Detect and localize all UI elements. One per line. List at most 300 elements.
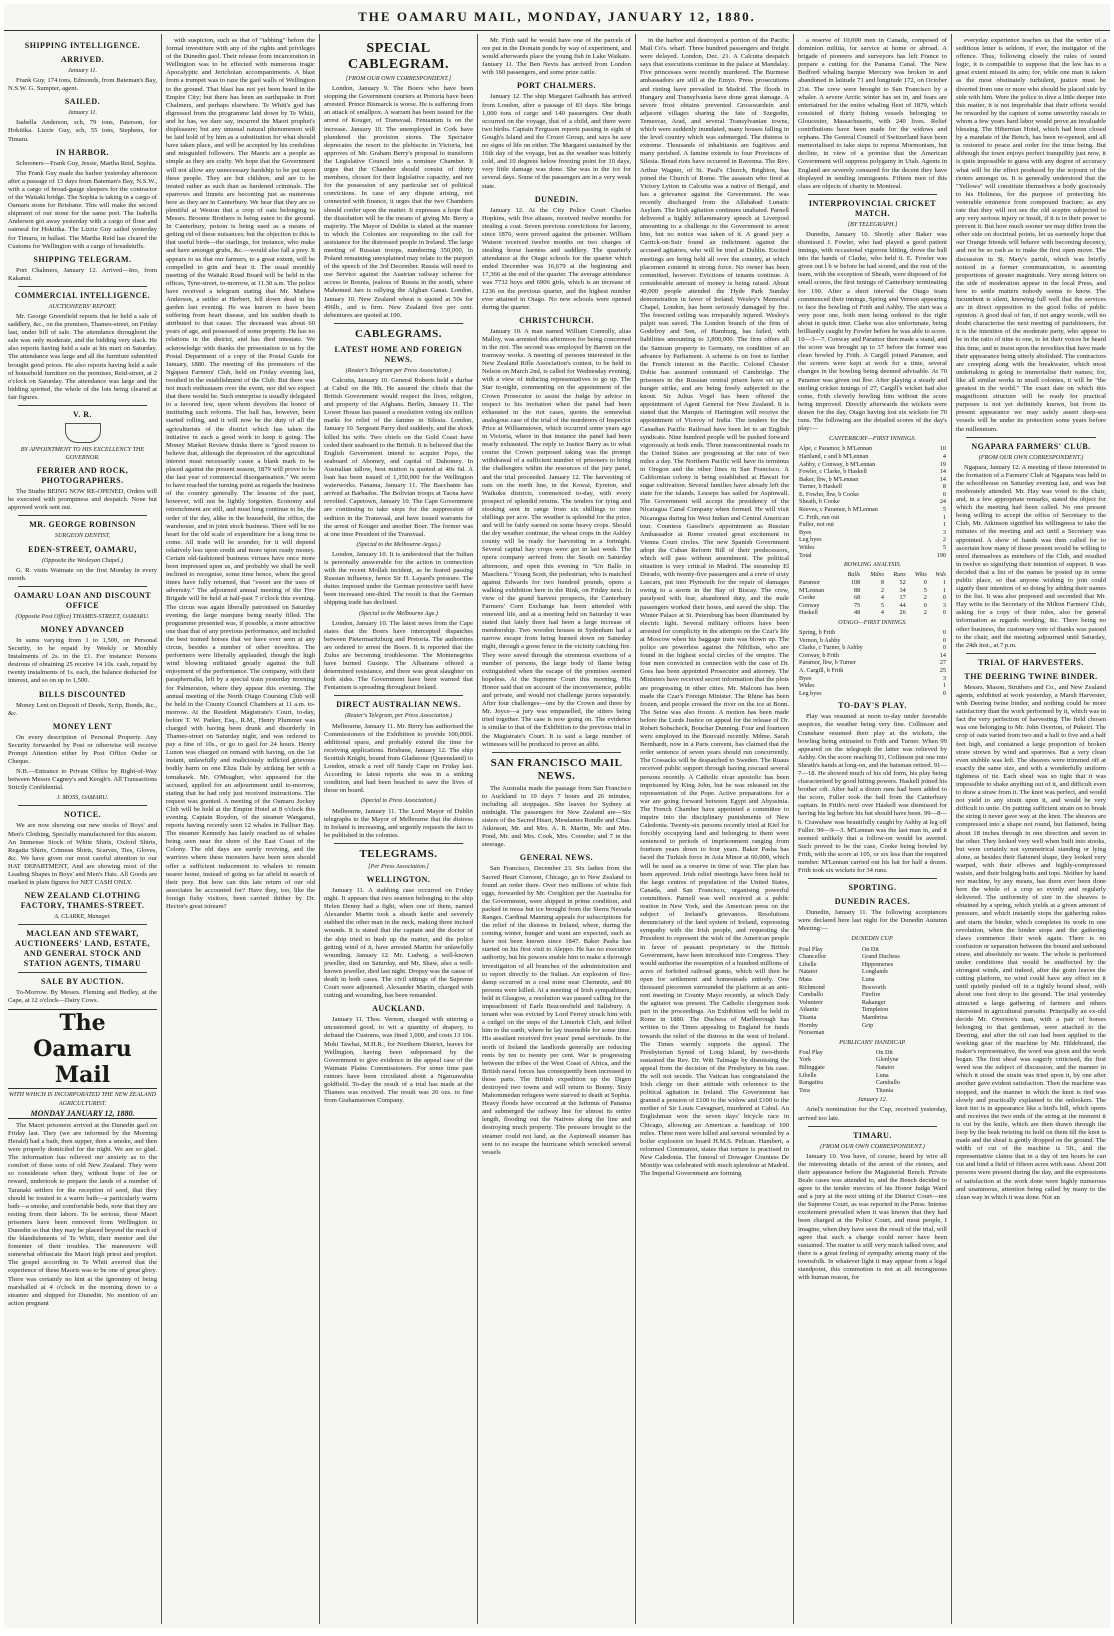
bowling-row-cell: 1 (942, 586, 946, 594)
cup-entry-row-horse: Chancellor (799, 953, 827, 961)
otago-batting-row-cell: Conway, b Frith (799, 651, 839, 659)
age-text: London, January 10. The latest news from the Cape states that the Boers have intercepted dispatches between Pietermaritzburg and Pretoria. The authorities are ordered to arrest the Boers. It is reported that the Zulus are becoming troublesome. The Montenegrins have burned Gusinje. The Albanians offered a determined resistance, and there was great slaughter on both sides. The Government have been warned that Fenianism is spreading throughout Ireland. (324, 619, 473, 692)
commercial-text: Mr. George Greenfield reports that he held a sale of saddlery, &c., on the premises, Thames-street, on Friday last, under bill of sale. The attendance throughout the sale was only moderate, and the bidding very slack. He also reports having held a sale at his mart on Saturday. The attendance was large and all the furniture submitted brought good prices. He also reports having held a sale of household furniture on the premises, Reid-street, at 2 o'clock on Saturday. The attendance was large and the bidding spirited, the whole of the lots being cleared at fair figures. (8, 312, 157, 401)
column-1 (4, 34, 162, 1624)
otago-scorecard (798, 629, 947, 697)
bowling-row-cell: 88 (854, 586, 861, 594)
canterbury-batting-row-cell: Alpe, c Paramor, b M'Lennan (799, 445, 873, 453)
dunedin-races-text: Dunedin, January 11. The following acceptances were declared here last night for the Dunedin Autumn Meeting:— (798, 909, 947, 933)
dentist-name: MR. GEORGE ROBINSON (29, 520, 136, 530)
canterbury-batting-row-cell: 190 (936, 551, 946, 559)
bowling-row (798, 594, 947, 602)
otago-batting-row (798, 659, 947, 667)
canterbury-batting-row-cell: Byes (799, 528, 812, 536)
cup-entry-row-horse: Hornby (799, 1021, 818, 1029)
otago-batting-row-cell: 1 (942, 682, 946, 690)
royal-coat-of-arms-icon (65, 423, 101, 443)
canterbury-batting-row (798, 552, 947, 560)
otago-batting-row-cell: Byes (799, 674, 812, 682)
royal-letters: V. R. (72, 410, 93, 419)
bowling-row-cell: Conway (799, 601, 820, 609)
bowling-row-cell: 68 (854, 594, 861, 602)
san-francisco-mail-text: The Australia made the passage from San Francisco to Auckland in 19 days 7 hours and 26 minutes, including all stoppages. She leaves for Sydney at midnight. The passengers for New Zealand are—Six sisters of the Sacred Heart, Mesdames Rendle and Chas. Atkinson, Mr. and Mrs. A. B. Martin, Mr. and Mrs. Pond, Mr. and Mrs. Cook, Mrs. Coombe; and 7 in the steerage. (482, 784, 631, 849)
photographers-heading: FERRIER AND ROCK, PHOTOGRAPHERS. (36, 466, 129, 486)
canterbury-batting-row-cell: 24 (939, 498, 946, 506)
cup-entry-row-horse: Templeton (861, 1006, 889, 1014)
handicap-entry-row-horse: Camballo (875, 1079, 900, 1087)
port-chalmers-text: January 12. The ship Margaret Galbraith has arrived from London, after a passage of 83 days. She brings 1,000 tons of cargo and 140 passengers. One death occurred on the voyage, that of a child, and there were two births. Captain Ferguson reports passing in sight of Gough's Island and the Crozet Group, and says he saw no signs of life on either. The Margaret sustained by the 16th day of the voyage, but as the weather was bitterly cold, and 10 degrees below freezing point for 10 days, very little damage was done. She was in the ice for several days. Some of the passengers are in a very weak state. (482, 93, 631, 190)
trial-of-harvesters-heading: TRIAL OF HARVESTERS. (978, 657, 1084, 667)
sale-text: To-Morrow. By Messrs. Fleming and Hedley, at the Cape, at 12 o'clock—Dairy Cows. (8, 989, 157, 1005)
cup-entry-row-horse: Longlands (861, 968, 888, 976)
sailed-heading: SAILED. (64, 97, 101, 107)
dentist-visit: G. R. visits Waimate on the first Monday in every month. (8, 566, 157, 582)
bowling-header-row (798, 571, 947, 579)
dentist-note: (Opposite the Wesleyan Chapel.) (41, 556, 124, 564)
studio-text: The Studio BEING NOW RE-OPENED, Orders will be executed with promptness and despatch. None but approved work sent out. (8, 488, 157, 512)
handicap-entry-row (798, 1087, 947, 1095)
cup-entry-row (798, 1029, 947, 1037)
divider (18, 405, 147, 406)
divider (808, 878, 937, 879)
san-francisco-mail-heading: SAN FRANCISCO MAIL NEWS. (490, 756, 623, 782)
canterbury-batting-row (798, 483, 947, 491)
handicap-entry-row-horse: Bilinggate (799, 1063, 825, 1071)
bowling-row-cell: 0 (923, 601, 927, 609)
canterbury-batting-row-cell: Fowler, c Clarke, b Haskell (799, 468, 867, 476)
otago-batting-row-cell: Vernon, b Ashby (799, 636, 841, 644)
loan-office-heading: OAMARU LOAN AND DISCOUNT OFFICE (13, 590, 152, 610)
cricket-match-sub: [BY TELEGRAPH.] (847, 220, 898, 228)
divider (18, 515, 147, 516)
sailed-date: January 11. (67, 109, 98, 117)
harbor-heading: IN HARBOR. (55, 147, 109, 157)
logo-subtitle: WITH WHICH IS INCORPORATED THE NEW ZEALAND AGRICULTURIST. (8, 1091, 157, 1107)
cup-entry-row-horse: Mambrina (861, 1013, 888, 1021)
special-cablegram-heading: SPECIAL CABLEGRAM. (347, 41, 450, 72)
canterbury-batting-row (798, 468, 947, 476)
divider (18, 924, 147, 925)
handicap-entry-row (798, 1072, 947, 1080)
canterbury-batting-row-cell: 5 (942, 544, 946, 552)
cablegrams-agency: (Reuter's Telegram per Press Association.) (345, 366, 452, 374)
handicap-entry-row (798, 1049, 947, 1057)
canterbury-batting-row-cell: 14 (939, 475, 946, 483)
handicap-date: January 12. (857, 1096, 888, 1104)
dunedin-text: January 12. At the City Police Court Charles Hopkins, with five aliases, received twelve months for stealing a coat. Seven previous convictions for larceny, since 1876, were proved against the prisoner. William Watson received twelve months on two charges of stealing horse harness and saddlery. The quarterly attendance at the Otago schools for the quarter which ended December was 16,679 at the beginning and 17,366 at the end of the quarter. The average attendance was 7732 boys and 6906 girls, which is an increase of 1236 on the previous quarter, and the highest number ever attained in Otago. No new schools were opened during the quarter. (482, 206, 631, 311)
canterbury-batting-row (798, 514, 947, 522)
clarke-manager: A. CLARKE, Manager. (54, 913, 111, 921)
cablegrams-subheading: LATEST HOME AND FOREIGN NEWS. (334, 344, 463, 364)
handicap-entry-row (798, 1079, 947, 1087)
christchurch-heading: CHRISTCHURCH. (519, 315, 594, 325)
ngapara-club-sub: (FROM OUR OWN CORRESPONDENT.) (978, 453, 1084, 461)
canterbury-batting-row-cell: 4 (942, 452, 946, 460)
canterbury-batting-row-cell: 10 (939, 445, 946, 453)
bowling-row (798, 602, 947, 610)
bowling-row-cell: 5 (880, 601, 884, 609)
moss-signature: J. MOSS, OAMARU. (56, 794, 109, 802)
canterbury-batting-row-cell: Hartland, c and b M'Lennan (799, 452, 869, 460)
appointment-line: BY APPOINTMENT TO HIS EXCELLENCY THE GOVERNOR. (20, 446, 145, 462)
money-lent-heading: MONEY LENT (52, 721, 113, 731)
cup-entry-row (798, 984, 947, 992)
notice-text: We are now showing our new stocks of Boys' and Men's Clothing, Specially manufactured for this season. An Immense Stock of White Shirts, Oxford Shirts, Regatta Shirts, Crimean Shirts, Scarves, Ties, Gloves, &c. We have given our most careful attention to our HAT DEPARTMENT, And are showing most of the Leading Shapes in Boys' and Men's Hats. All Goods are marked in plain figures for NET CASH ONLY. (8, 822, 157, 887)
bowling-row-cell: 26 (899, 609, 906, 617)
masthead (4, 4, 1110, 31)
canterbury-batting-row-cell: 3 (942, 528, 946, 536)
clothing-factory-heading: NEW ZEALAND CLOTHING FACTORY, THAMES-STREET. (20, 891, 145, 911)
otago-batting-row-cell: 14 (939, 651, 946, 659)
canterbury-batting-row-cell: 0 (942, 490, 946, 498)
newspaper-logo: The Oamaru Mail (8, 1009, 157, 1089)
canterbury-batting-row-cell: Wides (799, 544, 815, 552)
cup-entry-row-horse: Grand Duchess (861, 953, 900, 961)
canterbury-batting-row-cell: E. Fowler, lbw, b Cooke (799, 490, 860, 498)
handicap-note: Ariel's nomination for the Cup, received yesterday, arrived too late. (798, 1106, 947, 1122)
special-cablegram-text: London, January 9. The Boers who have been stopping the Government couriers at Pretoria have been arrested. Prince Bismarck is worse. He is suffering from an attack of smallpox. A warrant has been issued for the arrest of Kouger, of Transvaal. Fenianism is on the increase. January 10. The unemployed in Cork have plundered the provision stores. The Spectator deprecates the resort to the plebiscite in Victoria, but approves of Mr. Graham Berry's proposal to transform the Legislative Council into a nominee Chamber. It urges that the Chamber should consist of thirty members, chosen for their legislative capacity, and not for the possession of any particular set of political convictions. In case of any dispute arising, not connected with finance, it urges that the two Chambers should confer upon the matter. It expresses a hope that the dissolution will be the means of giving Mr. Berry a majority. The Mayor of Dublin is elated at the manner in which the Colonies are responding to the call for assistance for the distressed people in Ireland. The large meeting of Russian troops, numbering 350,000, in Poland remaining unexplained may relate to the purport of the speech of the 3rd December. Russia will need to use Service against the Austrian railway scheme for access to Bosnia, jealous of Russia in the south, where Mahomed Jars is rallying the Afghan Ganat. London, January 10. New Zealand wheat is quoted at 50s for 496lb., and is firm. New Zealand five per cent. debentures are quoted at 100. (324, 85, 473, 319)
bills-text: Money Lent on Deposit of Deeds, Scrip, Bonds, &c., &c. (8, 701, 157, 717)
harbor-text: Schooners—Frank Guy, Jessie, Martha Reid, Sophia. (16, 159, 157, 167)
cup-entry-row (798, 968, 947, 976)
otago-batting-row (798, 675, 947, 683)
otago-batting-row (798, 667, 947, 675)
bowling-row-cell: 2 (880, 586, 884, 594)
bowling-row-cell: 75 (854, 601, 861, 609)
deering-binder-text: Messrs. Mason, Struthers and Co., and New Zealand agents, exhibited at work yesterday, a Marsh Harvester, with Deering twine binder, and nothing could be more satisfactory than the work performed by it, which was in fact the very perfection of harvesting. The field chosen was one belonging to Mr. John Overton, of Pukeiri. The crop of oats varied from two and a half to five and a half feet high, and contained a large proportion of broken straw strewn by wind and sparrows. But a very clean even stubble was left. The sheaves were trimmed off at exactly the same size, and with a wonderfully uniform tightness of tie. Each sheaf was so tight that it was impossible to shake anything out of it, and difficult even to draw a straw from it. The knot was perfect, and would not yield to any strain upon it, and would be very difficult to untie. On putting sufficient strain on to break the string it never gave way at the knot. The sheaves are compressed into a shape not round, but flattened, being about 18 inches through in one direction and seven in the other. They looked very well when built into stooks, but were certainly not symmetrical standing or lying alone, as besides their flattened shape, they looked very warped, with their elbows and highly-compressed waists, and their bulging butts and tops. Neither by hand nor machine, by any means, has there ever been done here the whole of a crop so evenly and regularly delivered. The uniformity of size in the sheaves is obtained by a spring, which yields at a given amount of pressure, and which instantly stops the gathering rakes and starts the binder, which completes its work in one revolution, when the binder stops and the gathering claws commence their work again. There is no confusion or separation between the bound and unbound straw, and absolutely no waste. The whole is performed under conditions that would be unaffected by the strongest winds, and indeed, after the grain leaves the cutting platform, no wind could have any effect on it until quietly pushed off in a tightly bound sheaf, with about one foot drop to the ground. The trial yesterday attracted a large gathering of farmers and others interested in agricultural pursuits. Principally an ex-old decide Mr. Overton's man, with a pair of horses belonging to that gentleman, were attached to the Deering, and after the oil can had been applied to the working gear of the machine by Mr. Hildebrand, the maker's representative, the word was given and the work began. The first sheaf was eagerly criticised, the first weed was the subject of discussion, and the manner in which it stood the strain was tried upon it, by one after another gave evident satisfaction. Then the machine was stopped, and the manner in which the knot is tied was slowly and practically explained to the onlookers. The knot tier is in appearance like a bird's bill, which opens and receives the two ends of the string at the moment it is cut by the knife, which are then drawn through the loop by the beak twisting its hold on them till the knot is made and the sheaf is gently dropped on the ground. The width of cut of the machine is 5ft., and the representative claims that in a day of ten hours he can cut and bind a field of fifteen acres with ease. About 200 persons were present during the day, and the expressions of satisfaction at the work done were highly numerous and unanimous, attention being called by many to the clean way in which it was done. Not an (956, 683, 1106, 1201)
arrived-text: Frank Guy, 174 tons, Edmonds, from Bateman's Bay, N.S.W. G. Sumpter, agent. (8, 77, 157, 93)
wellington-heading: WELLINGTON. (366, 874, 431, 884)
general-news-continued-text: in the harbor and destroyed a portion of the Pacific Mail Co's. wharf. Three hundred passengers and freight were delayed. London, Dec. 21. A Calcutta despatch says that executions continue in the palace at Mandalay. Five princesses were recently murdered. The Burmese ambassadors are still at the Emyo. Press prosecutions and rioting have prevailed in Madrid. The floods in Hungary and Transylvania have done great damage. A severe frost obtains prevented Grosswardein and adjacent villages sharing the fate of Szegedin, Temesvar, Arad, and several Transylvanian towns, which were suddenly inundated, many houses falling in the level country which was submerged. The distress is extreme. Thousands of inhabitants are fugitives and many perished. A famine extends to four Provinces of Silesia. Bread riots have occurred in Ravenna. The Rev. Arthur Wagner, of St. Paul's Church, Brighton, has joined the Church of Rome. The assassin who fired at Victory Lytton in Calcutta was a native of Bengal, and has a grievance against the Government. He was recently discharged from the Allahabad Lunatic Asylum. The Irish agitation continues unabated. Parnell delivered a highly inflammatory speech at Liverpool amounting to a challenge to the Government to arrest him, but no notice was taken of it. A grand jury a Carrick-on-Suir found an indictment against the accused agitators, who will be tried at Dublin. Excited meetings are being held all over the country, at which placemen contend in strong force. No owner has been committed, however. Evictions of tenants continue. A considerable amount of money is being raised. About 40,000 people attended the Hyde Park Sunday demonstration in favor of Ireland. Wesley's Memorial Chapel, London, has been seriously damaged by fire. The frescoed ceiling was irreparably injured. Wesley's pulpit was saved. The London branch of the firm of Godefroy and Son, of Hamburg, has failed, with liabilities amounting to 1,800,000. The firm offers all the Samoan property to Germany, on condition of an advance by Parliament. A scheme is on foot to further the French interest in the Pacific. Colonel Chester Dobie has assumed command of Cambridge. The prisoners in the Russian central prison have set up a hunger strike, and are being freely subjected to the knout. Sir Julius Vogel has been offered the appointment of Agent General for New Zealand. It is stated that the Marquis of Hartington will receive the appointment of Viceroy of India. The tenders for the Canadian Pacific Railroad have been let to an English syndicate. Nine hundred people will be pushed forward vigorously at both ends. Three transcontinental roads in the United States are progressing at the rate of two miles a day. The Northern Pacific will have its terminus in Oregon and the other lines in San Francisco. A Californian colony is being established at Hawaii for sugar cultivation. Several families have already left the state for the islands. Lesseps has sailed for Aspinwall. The Government will accept the presidency of the Nicaragua Canal Company when formed. He will visit Nicaragua during his West Indian and Central American tour. Countess Gasoline's appointment as Russian Ambassador at Rome created great excitement in Vienna Court circles. The new Spanish Government adopt the Cuban Reform Bill of their predecessors, which will pass without amendment. The political situation is very critical in Madrid. The steamship El Dorado, with twenty-five passengers and a crew of sixty Lascars, put into Plymouth for the repair of damages owing to a storm in the Bay of Biscay. The crew, paralysed with fear, abandoned duty, and the male passengers worked their hoses, and saved the ship. The Winter Palace at St. Petersburg has been illuminated by electric light. Several military officers have been arrested for complicity in the attempts on the Czar's life at Moscow when his baggage train was blown up. The police are powerless against the Nihilists, who are found in the highest social circles of the empire. The four men convicted in connection with the case of Dr. Goss has been appointed Prosecutor and attorney. The Ministers have received secret information that the plots are progressing in other cities. Mr. Malconi has been made the Czar's Foreign Minister. The Rhine has been frozen, and people crossed the river on the ice at Bonn. The Seine was also frozen. A motion has been made before the Lords Justice on appeal for the release of Dr. Robert Sobscheck, Bouchar Dunning. Four and fourteen were employed in the Bouvaid recently. Mdme. Sarah Bernhardt, now in a Paris convent, has claimed that the order sentence of seven years should run concurrently. The Cossacks will be despatched to Sweden. The Ruaus received public support through having rescued several persons recently. A Catholic vicar apostolic has been imprisoned by King John, but he was released on the representation of the Pope. Active preparations for a war are going forward between Egypt and Abyssinia. The French Chamber have appointed a committee to inquire into the disciplinary punishments of New Caledonia. Twenty-six persons recently tried at Kief for forcibly occupying land and belonging to them were sentenced to periods of imprisonment ranging from fourteen years down to four years. Baker Pasha has faced the Turkish force in Asia Minor at 60,000, which will be used as a reserve in time of war. The plan has been approved. Irish relief meetings have been held in the large centres of population of the United States, Canada, and San Francisco, organising powerful committees. Parnell was well received at a public oration in New York, and the American press on the subject of Ireland's grievances. Resolutions denunciatory of the land system of Ireland, expressing sympathy with the Irish people, and requesting the President to represent the wish of the American people in favor of peasant proprietary to the British Government, have been introduced into Congress. They would authorise the resumption of a hundred millions of acres of forfeited railroad grants, which will then be open for settlement and homesteads entirely. One thousand piecemen surrounded the platform at an anti-rent meeting in County Mayo recently, at which Daly the agitator was present. The Catholic clergymen took part in the proceedings. An Exhibition will be held in Rome in 1880. The Duchess of Marlborough has written to the Times appealing to England for funds towards the relief of the distress in the west of Ireland. The Times warmly supports the appeal. The Presbyterian Synod of Long Island, by two-thirds sustained the Rev. Dr. Witt Talmage by dismissing the appeal from the decision of the Presbytery in his case. He will not secede. The Vatican has congratulated the Irish clergy on their attitude with reference to the political agitation in Ireland. The Government has granted a pension of £100 to the widow and £100 to the mother of Sir Louis Cavagnari, murdered at Cabul. An Englishman won the seven days' bicycle race in Chicago, allowing an American a handicap of 100 miles. Three men were killed and several wounded by a boiler explosion on board H.M.S. Pelican. Hambert, a reformed Communist, states that torture is practised in New Caledonia. The funeral of Dowager Countess De Montijo was celebrated with much splendour at Madrid. The Imperial Government are forming (640, 37, 789, 1178)
divider (966, 437, 1096, 438)
commercial-subheading: AUCTIONEERS' REPORT. (48, 302, 117, 310)
cup-entry-row-horse: Rakanger (861, 998, 886, 1006)
argus-agency: (Special to the Melbourne Argus.) (356, 540, 441, 548)
maclean-stewart-heading: MACLEAN AND STEWART, AUCTIONEERS' LAND, ESTATE, AND GENERAL STOCK AND STATION AGENTS, TIMARU (15, 929, 150, 969)
commercial-heading: COMMERCIAL INTELLIGENCE. (14, 290, 151, 300)
cup-entry-row-horse: Foul Play (799, 945, 823, 953)
dunedin-cup-entries (798, 946, 947, 1037)
bowling-row-cell: Cooke (799, 594, 816, 602)
handicap-entry-row-horse: Natator (875, 1063, 895, 1071)
bowling-row-cell: 0 (942, 594, 946, 602)
handicap-entry-row (798, 1056, 947, 1064)
deering-binder-heading: THE DEERING TWINE BINDER. (964, 671, 1098, 681)
canterbury-batting-row (798, 521, 947, 529)
canterbury-batting-row-cell: Turner, b Haskell (799, 483, 843, 491)
otago-batting-row (798, 629, 947, 637)
cup-entry-row-horse: On Dit (861, 945, 879, 953)
cup-entry-row (798, 953, 947, 961)
cricket-match-heading: INTERPROVINCIAL CRICKET MATCH. (808, 198, 937, 218)
bowling-row-cell: 108 (850, 578, 861, 586)
issue-date-line: MONDAY JANUARY 12, 1880. (8, 1110, 157, 1119)
sale-heading: SALE BY AUCTION. (40, 977, 125, 987)
cup-entry-row (798, 991, 947, 999)
money-lent-text: On every description of Personal Property. Any Security forwarded by Post or otherwise will receive Prompt Attention either by Post Office Order or Cheque. (8, 733, 157, 765)
loan-office-sub: (Opposite Post Office) THAMES-STREET, OAMARU. (15, 612, 150, 620)
divider (966, 653, 1096, 654)
press-association-text: Melbourne, January 11. The Lord Mayor of Dublin telegraphs to the Mayor of Melbourne that the distress in Ireland is increasing, and urgently requests the fact to be published in the colonies. (324, 807, 473, 839)
bowling-row-cell: Haskell (799, 609, 818, 617)
otago-batting-row-cell: 0 (942, 689, 946, 697)
telegrams-heading: TELEGRAMS. (359, 847, 438, 860)
port-chalmers-heading: PORT CHALMERS. (516, 81, 597, 91)
bowling-column-header: Wkts (914, 571, 927, 579)
canterbury-batting-row-cell: C. Frith, run out (799, 513, 840, 521)
general-news-heading: GENERAL NEWS. (519, 853, 594, 863)
divider (334, 695, 463, 696)
canterbury-batting-row-cell: 19 (939, 460, 946, 468)
cup-entry-row-horse: Hippomenes (861, 960, 894, 968)
timaru-sub: (FROM OUR OWN CORRESPONDENT.) (820, 1142, 925, 1150)
canterbury-innings-heading: CANTERBURY—FIRST INNINGS. (828, 435, 917, 443)
bowling-row-cell: 17 (899, 594, 906, 602)
column-6 (794, 34, 952, 1624)
cup-entry-row-horse: Mata (799, 975, 812, 983)
otago-batting-row-cell: 0 (942, 636, 946, 644)
cup-entry-row (798, 999, 947, 1007)
canterbury-batting-row-cell: Sheath, b Cooke (799, 498, 840, 506)
handicap-entry-row-horse: Libelle (799, 1071, 817, 1079)
bowling-row (798, 579, 947, 587)
canterbury-batting-row (798, 506, 947, 514)
telegrams-agency: [Per Press Association.] (368, 862, 429, 870)
special-cablegram-sub: [FROM OUR OWN CORRESPONDENT.] (345, 75, 452, 82)
canterbury-batting-row (798, 461, 947, 469)
masthead-title: THE OAMARU MAIL, MONDAY, JANUARY 12, 1880. (358, 9, 756, 24)
canterbury-batting-row-cell: 5 (942, 506, 946, 514)
direct-australian-text: Melbourne, January 11. Mr. Berry has authorised the Commissioners of the Exhibition to provide 100,000l. additional space, and probably extend the time for receiving applications. Brisbane, January 12. The ship Scottish Knight, bound from Gladstone (Queensland) to London, struck a reef off Sandy Cape on Friday last. According to latest reports she was in a sinking condition, and had been beached to save the lives of those on board. (324, 722, 473, 795)
bowling-analysis-heading: BOWLING ANALYSIS. (843, 561, 902, 569)
timaru-continued-text: everyday experience teaches us that the writer of a seditious letter is seldom, if ever, the instigator of the offence. Thus, following closely the rules of sound logic, it is compatible to suppose that the law has to a great extent missed its aim; for, while one man is taken as the most obstinately turbulent, justice must be diverted from one or more who should be placed side by side with him. Were the police to dive a little deeper into this matter, it is not improbable that their efforts would be rewarded by the capture of some unworthy rascals to whom a few years hard labor would prove an invaluable blessing. The Hibernian Hotel, which had been closed by a mandate of the Bench, has been re-opened, and all is restored to peace and order for the time being. But although the town enjoys perfect tranquility just now, it is quite impossible to guess with any degree of accuracy what will be the effect produced by the sojourn of the rioters amongst us. It is generally understood that the "Yellows" will constitute themselves a body graciously to his Holiness, for the purpose of protecting his venerable eminence from compound fracture; as any rate that they will not see the old sceptre subjected to any very serious injury or insult, if it is in their power to prevent it. But how much sooner we may differ from the other side on doctrinal points, let us earnestly hope that our Orange friends will behave with becoming decency, and not be so rash as to make the first open move. The discussion in St. Mary's parish, which was briefly noticed in a former communication, is assuming proportions of greater magnitude. Very strong letters on the side of moderation appear in the local Press, and how to settle matters nobody seems to know. The incumbent is silent, knowing full well that the services are in direct opposition to the good folks of public opinion. A good deal of fun, if not angry words, will no doubt characterise the next meeting of parishioners, for it is the intention of the moderate party, who appear to be in the ratio of nine to one, to let their voices be heard this time, and to insist upon the novelties that have made their appearance being utterly abolished. The contractors are creeping along with the breakwater, which most undertaking is going to immortalise their names; for, like all similar works in small colonies, it will be "the greatest in the world." The exact date on which this magnificent structure will be ready for practical purposes is not yet definitely known, but from its present appearance we may safely assert deep-sea vessels will be under its protection some years before the millennium. (956, 37, 1106, 433)
otago-batting-row-cell: Clarke, c Turner, b Ashby (799, 644, 863, 652)
arrived-date: January 11. (67, 67, 98, 74)
bowling-row (798, 587, 947, 595)
auckland-heading: AUCKLAND. (372, 1004, 425, 1014)
cup-entry-row-horse: Atlantic (799, 1006, 819, 1014)
otago-batting-row-cell: Leg byes (799, 689, 822, 697)
column-7 (952, 34, 1110, 1624)
bowling-row-cell: M'Lennan (799, 586, 825, 594)
divider (334, 323, 463, 324)
canterbury-batting-row-cell: 2 (942, 536, 946, 544)
otago-batting-row (798, 690, 947, 698)
canterbury-batting-row (798, 491, 947, 499)
canterbury-batting-row-cell: 1 (942, 513, 946, 521)
canterbury-batting-row-cell: Ashby, c Conway, b M'Lennan (799, 460, 876, 468)
cup-entry-row-horse: Bosworth (861, 983, 886, 991)
divider (808, 1126, 937, 1127)
christchurch-text: January 10. A man named William Connolly, alias Malloy, was arrested this afternoon for being concerned in the riot. The second was employed by Barrett on the tramway works. A meeting of persons interested in the New Zealand Rifle Association's contest, to be held in Nelson on March 2nd, is called for Wednesday evening, with a view of inducing representatives to go up. The Star to-night, commenting on the appointment of the Crown Prosecutor to assist the Judge by advice in respect to his invitation when the panel had been exhausted in the riot cases, quotes the somewhat analogous case of the trial of the murderers of Inspector Price at Williamstown, which occurred some years ago in Victoria, where in that instance the panel had been nearly exhausted. The reply to Justice Barry as to what course the Crown purposed taking was the prompt withdrawal of a sufficient number of prisoners to bring the challengers within the resources of the jury panel, and the trial proceeded. January 12. The harvesting of oats on the north line, in the Kowai, Eyreton, and Waikuku districts, commenced to-day, with every prospect of splendid returns. The tenders for tying and stooking sent in range from six shillings to nine shillings per acre. The weather is splendid for the price, and will be fairly earned on some heavy crops. Should the dry weather continue, the wheat crops in the Ashley county will be ready for harvesting in a fortnight. Several capital hay crops were got in last week. The opera company arrived from the South on Saturday afternoon, and open this evening in "Un Ballo in Maschera." Young Scott, the pedestrian, who is matched against Edwards for two hundred pounds, opens a walking exhibition here in the Rink, on Friday next. In view of the grand harvest prospects, the Canterbury Farmers' Corn Exchange has been attended with renewed life, and at a meeting held on Saturday it was stated that lately there had been a large increase of membership. Two wooden houses in Sydenham had a narrow escape from being burned down on Saturday night, through a gorse fence in the vicinity catching fire. They were saved through the strenuous exertions of a number of persons, the large body of flame being extinguished when the escape of the premises seemed hopeless. At the Supreme Court this morning, His Honor said that on account of the inconvenience, public and private, and would not challenge jurors separately. After four challenges—one by the Crown and three by Mr. Joyce—a jury was empanelled, the sitters being tried together. The case is now going on. The evidence is similar to that of the Exhibition to the previous trial in the Magistrate's Court. It is said a large number of witnesses will be produced to prove an alibi. (482, 327, 631, 748)
otago-batting-row-cell: Spring, b Frith (799, 628, 836, 636)
bowling-row-cell: 4 (880, 594, 884, 602)
bowling-row-cell: 52 (899, 578, 906, 586)
otago-batting-row (798, 637, 947, 645)
shipping-telegram-text: Port Chalmers, January 12. Arrived—Ino, from Kakanui. (8, 266, 157, 282)
cup-entry-row-horse (861, 1029, 947, 1037)
loan-text: In sums varying from 1 to 1,500, on Personal Security, to be repaid by Weekly or Monthly Instalments of 2s. in the £1. For instance: Persons desirous of obtaining 25 receive 14 10s. cash, repaid by twenty instalments of 1s. each, the balance deducted for interest, and so on up to 1,500. (8, 636, 157, 685)
cup-entry-row-horse: Richmond (799, 983, 825, 991)
argus-text: London, January 10. It is understood that the Sultan is personally answerable for the action in connection with the recent Mollah incident, as he feared passing Russian influence, hence Sir H. Layard's pressure. The duties imposed under the German protective tariff have been increased one-third. The result is that the German shipping trade has declined. (324, 550, 473, 607)
otago-batting-row-cell: Paramor, lbw, b Turner (799, 659, 856, 667)
cup-entry-row-horse: Luna (861, 975, 875, 983)
cup-entry-row (798, 1022, 947, 1030)
bowling-column-header: Balls (847, 571, 861, 579)
otago-batting-row-cell: 27 (939, 659, 946, 667)
todays-play-heading: TO-DAY'S PLAY. (838, 701, 907, 711)
harbor-paragraph: The Frank Guy made the harbor yesterday afternoon after a passage of 13 days from Bateman's Bay, N.S.W., with a cargo of broad-gauge sleepers for the contractor of the Waitaki bridge. The Sophia is taking in a cargo of Oamaru stone for Brisbane. This will make the second shipment of our stone for the same port. The Isabella Anderson got away yesterday with a cargo of flour and oatmeal for Hokitika. The Lizzie Guy sailed yesterday for Timaru, in ballast. The Martha Reid has cleared the Customs for Wellington with a cargo of breadstuffs. (8, 169, 157, 250)
otago-batting-row (798, 644, 947, 652)
auckland-text: January 11. Thos. Vernon, charged with uttering a uncustomed good, to wit a quantity of drapery, to defraud the Customs, was fined 1,000, and costs 13 10s. Mohi Tawhai, M.H.R., for Northern District, leaves for Wellington, having been subpoenaed by the Government to give evidence in the appeal case of the Waimate Plains Commissioners. For some time past rumors have been circulated about a Ngaruawahia goldfield. To-day the result of a trial has made at the Thames was received. The result was 20 ozs. to fine from Grahamstown Company. (324, 1016, 473, 1105)
otago-batting-row (798, 682, 947, 690)
shipping-heading: SHIPPING INTELLIGENCE. (24, 41, 141, 50)
handicap-entry-row-horse: On Dit (875, 1048, 893, 1056)
ngapara-club-text: Ngapara, January 12. A meeting of those interested in the formation of a Farmers' Club at Ngapara was held in the schoolhouse on Saturday evening last, and was but moderately attended. Mr. Hay was voted to the chair, and, in a few appropriate remarks, stated the object for which the meeting had been called. No one present being willing to accept the office of Secretary to the Club, Mr. Atkinson signified his willingness to take the minutes of the meeting and act until a Secretary was appointed. A show of hands was then called for to ascertain how many of those present would be willing to enrol themselves as members of the Club, and resulted in twelve so signifying their intention of support. It was decided that a list of the names be posted up in some public place, so that anyone wishing to join could signify their intention of so doing by adding their names to the list. It was also proposed and seconded that Mr. Hay write to the Secretary of the Milton Farmers' Club, asking for a copy of their rules, also for general information as regards working, &c. There being no other business, the customary vote of thanks was passed to the chair, and the meeting adjourned until Saturday, the 24th inst., at 7 p.m. (956, 463, 1106, 649)
cup-entry-row-horse: Norseman (799, 1029, 825, 1037)
bowling-column-header (798, 571, 839, 579)
bowling-row-cell: 1 (942, 578, 946, 586)
bowling-row-cell: 8 (880, 578, 884, 586)
otago-batting-row-cell: 3 (942, 674, 946, 682)
bowling-column-header: Runs (893, 571, 906, 579)
timaru-text: January 10. You have, of course, heard by wire all the interesting details of the arrest of the rioters, and their appearance before the Magisterial Bench. Private Beale cases was attended to, and the Bench decided to agree to the tender mercies of his Honor Judge Ward and a jury at the next sitting of the District Court—not the Supreme Court, as was reported in the Press. Intense excitement prevailed when it was known that they had been charged at the Police Court, and most people, I imagine, when they have seen the result of the trial, will agree that such a charge could never have been sustained. The matter is still very much talked over, and there is a great feeling of sympathy among many of the townsfolk. In whatever light it may appear from a legal standpoint, this commotion is not at all incongruous with human reason, for (798, 1152, 947, 1282)
bowling-analysis-table (798, 571, 947, 617)
handicap-entry-row-horse: York (799, 1056, 812, 1064)
otago-batting-row-cell: 0 (942, 644, 946, 652)
canterbury-batting-row-cell: Total (799, 551, 812, 559)
bills-heading: BILLS DISCOUNTED (39, 689, 126, 699)
divider (334, 843, 463, 844)
bowling-row-cell: 4 (880, 609, 884, 617)
bowling-row (798, 609, 947, 617)
bowling-row-cell: 2 (923, 609, 927, 617)
bowling-row-cell: 5 (923, 586, 927, 594)
bowling-row-cell: 0 (923, 578, 927, 586)
divider (18, 972, 147, 973)
columns (4, 34, 1110, 1624)
handicap-entry-row (798, 1064, 947, 1072)
canterbury-batting-row-cell: 1 (942, 521, 946, 529)
canterbury-batting-row-cell: 14 (939, 468, 946, 476)
canterbury-batting-row-cell: Leg byes (799, 536, 822, 544)
notice-heading: NOTICE. (63, 810, 102, 820)
bowling-row-cell: Paramor (799, 578, 820, 586)
dunedin-cup-heading: DUNEDIN CUP. (851, 935, 894, 943)
canterbury-batting-row-cell: Reeves, c Paramor, b M'Lennan (799, 506, 878, 514)
dunedin-heading: DUNEDIN. (534, 194, 579, 204)
general-news-text: San Francisco, December 23. Six ladies from the Sacred Heart Convent, Chicago, go to New Zealand to found an order there. Over two millions of white fish eggs, forwarded by Mr. Creighton per the Australia for the Government, were shipped in prime condition, and packed in moss but ice brought from the Sierra Nevada Ranges. Cardinal Manning appeals for subscriptions for the relief of the distress in Ireland, where, during the coming winter, hunger and want are expected, such as have not been known since 1847. Baker Pasha has started on his first visit to Aleppo. He has no executive authority, but his powers enable him to make a thorough investigation of all branches of the administration and to report directly to the Sultan. An explosion of fire-damp occurred in a coal mine near Chemnitz, and 80 persons were killed. At a meeting of Irish sympathisers, held in Glasgow, a resolution was passed calling for the impeachment of Earls Beaconsfield and Salisbury. A tenant who was evicted by Lord Ferrey struck him with a cudgel on the steps of the Limerick Club, and felled him to the earth, where he lay insensible for some time. His assailant received five years' penal servitude. In the north of Ireland the landlords generally are reducing rents by ten to twenty per cent. War is progressing between the tribes of the West Coast of Africa, and the British naval forces has consequently been increased in those parts. The British expedition up the Digen destroyed two towns and will return to Bonny. Sixty Mahommedan refugees were starved to death at Sophia. Heavy floods have occurred at the Isthmus of Panama and submerged the railway line for almost its entire length, flooding out the Natives along the line and destroying much property. The pressure brought to the steamer could not land, as the Aspinwall steamer has sent to no escape the hurricane which wrecked several vessels (482, 865, 631, 1156)
editorial-text: The Maori prisoners arrived at the Dunedin gaol on Friday last. They (we are informed by the Morning Herald) had a bath, then supper, then a smoke, and then were properly domiciled for the night. We are so glad. The information has relieved our anxiety as to the comfort of these sons of old New Zealand. They were so considerate when they, without hope of fee or reward, undertook to prepare the lands of a number of Taranaki settlers for the reception of seed, that they should be treated to a warm bath—a particularly warm bath—a smoke, and comfortable beds, now that they are resting from their labors. To be serious, these Maori prisoners have been removed from Wellington to Dunedin so that they may be placed beyond the reach of the blandishments of Te Whiti, their mentor and the fomenter of their troubles. The manoeuvre will somewhat obfuscate the Maori high priest and prophet. The gospel according to Te Whiti averred that the experience of these Maoris was to be one of great glory. There was certainly no hint at the ignominy of being marshalled at 4 o'clock in the morning down to a steamer and shipped for Dunedin. No mention of an action pregnant (8, 1121, 157, 1307)
otago-batting-row (798, 652, 947, 660)
otago-batting-row-cell: 25 (939, 666, 946, 674)
canterbury-batting-row (798, 445, 947, 453)
cup-entry-row-horse: Firefire (861, 991, 881, 999)
wellington-text: January 11. A stabbing case occurred on Friday night. It appears that two seamen belonging to the ship Helen Denny had a fight, when one of them, named Alexander Martin took a sheath knife and severely stabbed the other man in the neck, making three incised wounds. It is stated that the captain and the doctor of the ship tried to hush up the matter, and the police getting wind of it, have arrested Martin for unlawfully wounding. January 12. Mr. Ludwig, a well-known jeweller, died on Saturday, and Mr. Shaw, also a well-known jeweller, died last night. Dropsy was the cause of death in both cases. The civil sittings of the Supreme Court were adjourned. Alexander Martin, charged with cutting and wounding, has been remanded. (324, 886, 473, 1000)
column-4 (478, 34, 636, 1624)
cup-entry-row (798, 976, 947, 984)
handicap-entry-row-horse: Tera (799, 1086, 810, 1094)
bowling-row-cell: 48 (854, 609, 861, 617)
dentist-title: SURGEON DENTIST, (54, 532, 111, 540)
handicap-entry-row-horse: Luna (875, 1071, 889, 1079)
divider (18, 805, 147, 806)
otago-batting-row-cell: 0 (942, 628, 946, 636)
cablegrams-heading: CABLEGRAMS. (354, 327, 443, 340)
publicans-handicap-entries (798, 1049, 947, 1095)
bowling-column-header: Mdns (870, 571, 884, 579)
canterbury-batting-row-cell: 8 (942, 483, 946, 491)
handicap-entry-row-horse: Glenlyne (875, 1056, 899, 1064)
handicap-entry-row-horse: Rangatira (799, 1079, 824, 1087)
direct-australian-agency: (Reuter's Telegram, per Press Association.) (344, 712, 453, 720)
canterbury-batting-row (798, 476, 947, 484)
canterbury-batting-row (798, 453, 947, 461)
shipping-telegram-heading: SHIPPING TELEGRAM. (33, 254, 132, 264)
cablegrams-text: Calcutta, January 10. General Roberts held a durbar at Cabul on the 9th. He assured the chiefs that the British Government would respect the lives, religion, and property of the Afghans. Berlin, January 11. The Lower House has passed a resolution voting six million marks for relief of the famine in Silesia. London, January 10. Sergeant Parry died suddenly, and the shock killed his wife. Two chiefs on the Gold Coast have ceded their seaboard to the British. It is believed that the English Government intend to acquire Popo, the seaboard of Abomey, and capital of Dahomey. In Australian tallow, best mutton is quoted at 40s 6d. A loan has been issued of 1,350,000 for the Wellington waterworks. Panama, January 11. The Bacchante has arrived at Barbados. The Bolivian troops at Tacna have revolted. Capetown, January 10. The Cape Government are continuing to take steps for the suppression of sedition in the Transvaal, and have issued warrants for the arrest of Kouger and another Boer. The former was at one time President of the Transvaal. (324, 376, 473, 538)
column-2 (162, 34, 320, 1624)
divider (18, 286, 147, 287)
cup-entry-row-horse: Grip (861, 1021, 874, 1029)
auckland-continued-text: Mr. Firth said he would have one of the parcels of ore put in the Domain ponds by way of experiment, and would afterwards place the young fish in Lake Waikato. January 11. The Ben Nevis has arrived from London with 160 passengers, and some prize cattle. (482, 37, 631, 77)
divider (808, 194, 937, 195)
bowling-row-cell: 34 (899, 586, 906, 594)
otago-batting-row-cell: Wides (799, 682, 815, 690)
otago-batting-row-cell: A. Cargill, b Frith (799, 666, 844, 674)
bowling-row-cell: 2 (923, 594, 927, 602)
ngapara-club-heading: NGAPARA FARMERS' CLUB. (971, 441, 1091, 451)
cup-entry-row (798, 1006, 947, 1014)
timaru-heading: TIMARU. (853, 1130, 892, 1140)
cup-entry-row (798, 946, 947, 954)
dentist-address: EDEN-STREET, OAMARU, (28, 544, 137, 554)
canterbury-batting-row-cell: Baker, lbw, b M'Lennan (799, 475, 859, 483)
bowling-row-cell: 44 (899, 601, 906, 609)
cricket-match-text: Dunedin, January 10. Shortly after Baker was dismissed J. Fowler, who had played a good patient innings, with occasional vigorous hitting, drove the ball into the hands of Clarke, who held it. E. Fowler was given out l b w before he had scored, and the rest of the team, with the exception of Sheath, were disposed of for small scores, the first innings of Canterbury terminating for 190. After a short interval the Otago team commenced their innings, Spring and Vernon appearing to face the bowling of Frith and Ashby. The start was a very poor one, both men being ordered to the right about in quick time. Clarke was also unfortunate, being brilliantly caught by Fowler before he was able to score. 10—3—7. Conway and Paramor then made a stand, and the score was brought up to 37 before the former was clean bowled by Frith. A Cargill joined Paramor, and the scorers were kept at work for a time, several changes in the bowling being deemed advisable. At 70 Paramor was given out lbw. After playing a steady and sterling cricket innings of 27, Cargill's wicket had also come, Frith cleverly bowling him without the score being improved. Directly afterwards the wickets were drawn for the day, Otago having lost six wickets for 70 runs. The following are the detailed scores of the day's play:— (798, 230, 947, 433)
column-5 (636, 34, 794, 1624)
arrived-heading: ARRIVED. (60, 55, 105, 64)
money-advanced-heading: MONEY ADVANCED (40, 624, 125, 634)
cup-entry-row (798, 1014, 947, 1022)
cup-entry-row-horse: Volunteer (799, 998, 823, 1006)
nb-text: N.B.—Entrance to Private Office by Right-of-Way between Messrs Cagney's and Keogh's. All Transactions Strictly Confidential. (8, 768, 157, 792)
canterbury-batting-row (798, 529, 947, 537)
sporting-heading: SPORTING. (848, 883, 897, 893)
otago-innings-heading: OTAGO—FIRST INNINGS. (838, 618, 907, 626)
divider (492, 752, 621, 753)
age-agency: (Special to the Melbourne Age.) (358, 609, 439, 617)
cup-entry-row-horse: Natator (799, 968, 818, 976)
press-association-agency: (Special to Press Association.) (360, 797, 437, 805)
dunedin-races-heading: DUNEDIN RACES. (834, 897, 911, 907)
bowling-column-header: Wds (935, 571, 946, 579)
cup-entry-row-horse: Camballo (799, 991, 824, 999)
bowling-row-cell: 0 (942, 609, 946, 617)
publicans-handicap-heading: PUBLICANS' HANDICAP. (839, 1038, 906, 1046)
direct-australian-heading: DIRECT AUSTRALIAN NEWS. (336, 700, 461, 710)
cup-entry-row-horse: Libelle (799, 960, 817, 968)
local-news-text: with suspicion, such as that of "tabbing" before the formal investiture with any of the rights and privileges of the Dunedin gaol. Their release from incarceration in Wellington was to be effected with numerous tragic Apocalyptic and Jerichoian accompaniments. A blast from a trumpet was to raze the gaol walls of Wellington to the ground. That blast has not yet been heard in the Empire City; but there has been an earthquake in Port Chalmers, and perhaps elsewhere. Te Whiti's god has digressed from the programme laid down by Te Whiti, and he has, we dare say, incurred the Maori prophet's displeasure; but any unusual natural phenomenon will be laid hold of by him as a substitution for what should have taken place, and will be accepted by his credulous and misguided followers. The Maoris are a people as simple as they are crafty. We hope that the Government will not allow any unnecessary hardship to be put upon these people. They are but children, and are to be treated rather as such than as hardened criminals. The sparrows and linnets are becoming just as numerous here as they are in Canterbury. We hear that they are so plentiful at Weston that a crop of oats belonging to Messrs. Broome Brothers is being eaten to the ground. In Canterbury, poison is being used as a means of getting rid of these nuisances; but the objection to this is that useful birds—the starlings, for instance, who make and have amongst grubs, &c.—would also fall a prey. It appears to us that our farmers, to a great extent, will be compelled to grin and bear it. The usual monthly meeting of the Waitaki Road Board will be held in the offices, Tyne-street, to-morrow, at 11.30 a.m. The police have received a telegram stating that Mr. Mathew Anderson, a settler at Herbert, fell down dead in his garden last evening. He was known to have been suffering from heart disease, and his sudden death is attributed to that cause. The deceased was about 60 years of age, and possessed of some property. He has no relations in the district, and has died intestate. We acknowledge with thanks the presentation to us by the Postal Department of a copy of the Postal Guide for January, 1880. The meeting of the promoters of the Ngapara Farmers' Club, held on Friday evening last, resulted in the establishment of the Club. But there was not much enthusiasm over the event, nor did we expect that there would be. Such enterprise is usually delegated to a favored few, upon whom devolves the honor of instituting such reforms. The ball has, however, been started rolling, and it will now be the duty of all the agriculturists of the district which has taken the initiative in such a good work to keep it going. The Money Market Review thinks there is "good reason to believe that, although the depression of the agricultural interest must necessarily cause a blank mark to be placed against the present season, 1879 will prove to be the last year of commercial disorganisation." We seem to have reached the turning point as regards the business of the country generally. The lessons of the past, however, will not be lightly forgotten. Economy and retrenchment are still, and must long continue to be, the order of the day, alike in the household, the office, the warehouse, and in joint stock business. There will be no heart for the old scale of expenditure for a long time to come. All trade will be sounder, for it will depend relatively less upon credit and more upon ready money. Certain old-fashioned business virtues have once more been impressed upon us, and probably we shall be well inclined to recognise, some time hence, when the good times have fully returned, that "sweet are the uses of adversity." The adjourned annual meeting of the Fire Brigade will be held at half-past 7 o'clock this evening. The circus was again liberally patronised on Saturday evening, the large marquee being nearly filled. The programme presented was, if possible, a more attractive one than that of any previous performance, and included the best trained horses that we have ever seen at any circus, besides a number of other novelties. The performers were liberally applauded, though the high wind blowing militated greatly against the full enjoyment of the performance. The company, with their paraphernalia, left by a special train yesterday morning for Palmerston, where they appear this evening. The annual meeting of the North Otago Coursing Club will be held in the County Council Chambers at 11 a.m. to-morrow. At the Resident Magistrate's Court, to-day, before T. W. Parker, Esq., R.M., Henry Plummer was charged with having been drunk and disorderly in Thames-street on Saturday night, and was ordered to pay a fine of 10s., or go to gaol for 24 hours. Henry Lunon was charged on remand with having, on the 1st instant, unlawfully and maliciously inflicted grievous bodily harm on one Eliza Dale by striking her with a tomahawk. Mr. O'Meagher, who appeared for the accused, applied for an adjournment until to-morrow, stating that he had only just received instructions. The request was granted. A meeting of the Oamaru Jockey Club will be held at the Empire Hotel at 8 o'clock this evening. Captain Roydon, of the steamer Wanganui, reports having recently seen 12 whales in Palliser Bay. The steamer Kennedy has lately reached us of whales being seen near the shore of the East Coast of the Colony. The old days are surely reviving, and the warriors where these monsters have been seen should offer a sufficient inducement to whalers to remain nearer home, instead of going so far afield in search of their prey. But how can this late return of our old associates be accounted for? Have they, too, like the foreign fishy visitors, been carried thither by Dr. Hector's great istream? (166, 37, 315, 911)
cup-entry-row (798, 961, 947, 969)
newspaper-page (4, 4, 1110, 1628)
general-news-end-text: a reserve of 10,000 men in Canada, composed of dominion militia, for service at home or abroad. A brigade of pioneers and surveyors has left France to prepare a cutting for the Panama Canal. The New Bedford whaling barque Mercury was broken in and abandoned in latitude 71 and longitude 172, on October 21st. The crew were brought to San Francisco by a whaler. A severe Arctic winter has set in, and fears are entertained for the entire whaling fleet of 1879, which consisted of thirty fishing vessels belonging to Gloucester, Massachusetts, with 240 lives. Relief contributions have been made for the widows and orphans. The General Council of Switzerland have been memorialised to take steps to repress Mormonism, but decline, in view of a promise that the American Government will suppress polygamy in Utah. Agents in England are severely censured for the decent they have displayed in sending immigrants. Fifteen men of this class are objects of charity in Montreal. (798, 37, 947, 190)
todays-play-text: Play was resumed at noon to-day under favorable auspices, the weather being very fine. Collinson and Cranshaw resumed their play at the wickets, the bowling being entrusted to Frith and Turner. When 99 appeared on the telegraph the latter was relieved by Ashby. On the score reaching 91, Collinson put one into Sheath's hands at long-on, and the batsman retired. 91—7—18. He showed much of his old form, his play being characterised by good hitting powers. Haskell joined his brother cdt. After half a dozen runs had been added to the score, Fuller took the ball from the Canterbury captain. In Frith's next over Haskell was dismissed for having his leg before his bat should have been. 99—8—6. Crawshaw was beautifully caught by Ashby at leg off Fuller. 99—9—3. M'Lennan was the last man in, and it seemed unlikely that a follow-on would be averted. Such proved to be the case, Cooke being bowled by Frith, with the score at 105, or six less than the required number. M'Lennan carried out his bat for half a dozen. Frith took six wickets for 34 runs. (798, 713, 947, 875)
handicap-entry-row-horse: Foul Play (799, 1048, 823, 1056)
cup-entry-row-horse: Titania (799, 1013, 817, 1021)
canterbury-batting-row-cell: Fuller, not out (799, 521, 834, 529)
sailed-text: Isabella Anderson, sch, 79 tons, Paterson, for Hokitika. Lizzie Guy, sch, 55 tons, Stephens, for Timaru. (8, 119, 157, 143)
divider (18, 586, 147, 587)
